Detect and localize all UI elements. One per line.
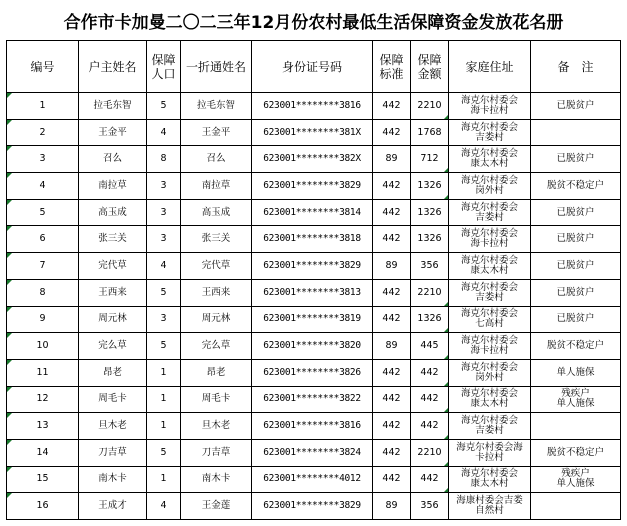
cell-remark [531, 119, 621, 146]
cell-holder: 王西来 [181, 279, 252, 306]
cell-holder: 周元林 [181, 306, 252, 333]
cell-marker-icon [7, 173, 12, 178]
cell-address: 海克尔村委会 康太木村 [449, 466, 531, 493]
cell-id: 623001********3816 [252, 413, 373, 440]
cell-id: 623001********3814 [252, 199, 373, 226]
cell-head: 召么 [79, 146, 147, 173]
cell-marker-icon [7, 146, 12, 151]
cell-head: 完么草 [79, 333, 147, 360]
cell-no: 1 [7, 93, 79, 120]
col-header-amount: 保障 金额 [411, 41, 449, 93]
cell-amount: 1326 [411, 199, 449, 226]
cell-marker-icon [7, 413, 12, 418]
cell-marker-icon [444, 302, 448, 306]
cell-marker-icon [444, 355, 448, 359]
cell-address: 海克尔村委会海 卡拉村 [449, 439, 531, 466]
cell-marker-icon [444, 435, 448, 439]
table-row [7, 493, 621, 520]
cell-id: 623001********3816 [252, 93, 373, 120]
cell-address: 海克尔村委会 康太木村 [449, 253, 531, 280]
cell-marker-icon [444, 462, 448, 466]
cell-marker-icon [7, 280, 12, 285]
cell-persons: 1 [147, 466, 181, 493]
cell-amount: 442 [411, 359, 449, 386]
cell-standard: 442 [373, 386, 411, 413]
cell-id: 623001********3819 [252, 306, 373, 333]
cell-address: 海克尔村委会 七高村 [449, 306, 531, 333]
table-row [7, 226, 621, 253]
table-row [7, 93, 621, 120]
cell-remark [531, 493, 621, 520]
cell-marker-icon [7, 493, 12, 498]
cell-address: 海克尔村委会 康太木村 [449, 146, 531, 173]
cell-id: 623001********3824 [252, 439, 373, 466]
cell-remark: 已脱贫户 [531, 253, 621, 280]
cell-marker-icon [444, 195, 448, 199]
cell-standard: 89 [373, 146, 411, 173]
table-row [7, 119, 621, 146]
cell-amount: 1326 [411, 173, 449, 200]
cell-holder: 张三关 [181, 226, 252, 253]
cell-remark: 残疾户 单人施保 [531, 466, 621, 493]
table-row [7, 333, 621, 360]
table-row [7, 146, 621, 173]
cell-remark: 已脱贫户 [531, 93, 621, 120]
cell-id: 623001********3813 [252, 279, 373, 306]
cell-head: 南拉草 [79, 173, 147, 200]
cell-holder: 王金莲 [181, 493, 252, 520]
cell-amount: 442 [411, 386, 449, 413]
cell-persons: 4 [147, 493, 181, 520]
cell-persons: 5 [147, 333, 181, 360]
cell-marker-icon [7, 226, 12, 231]
cell-marker-icon [444, 408, 448, 412]
table-row [7, 386, 621, 413]
cell-holder: 拉毛东智 [181, 93, 252, 120]
cell-persons: 1 [147, 386, 181, 413]
cell-holder: 刀吉草 [181, 439, 252, 466]
cell-remark: 已脱贫户 [531, 279, 621, 306]
table-row [7, 253, 621, 280]
cell-marker-icon [444, 115, 448, 119]
cell-head: 昂老 [79, 359, 147, 386]
cell-amount: 442 [411, 413, 449, 440]
cell-head: 周毛卡 [79, 386, 147, 413]
cell-no: 11 [7, 359, 79, 386]
cell-no: 6 [7, 226, 79, 253]
cell-standard: 89 [373, 253, 411, 280]
cell-no: 14 [7, 439, 79, 466]
cell-address: 海康村委会吉娄 自然村 [449, 493, 531, 520]
cell-marker-icon [7, 387, 12, 392]
cell-amount: 1326 [411, 226, 449, 253]
cell-holder: 南拉草 [181, 173, 252, 200]
col-header-holder: 一折通姓名 [181, 41, 252, 93]
cell-holder: 完代草 [181, 253, 252, 280]
cell-head: 刀吉草 [79, 439, 147, 466]
table-row [7, 173, 621, 200]
cell-head: 王金平 [79, 119, 147, 146]
cell-amount: 2210 [411, 439, 449, 466]
cell-standard: 442 [373, 173, 411, 200]
cell-amount: 2210 [411, 279, 449, 306]
cell-persons: 5 [147, 279, 181, 306]
cell-id: 623001********3820 [252, 333, 373, 360]
cell-no: 16 [7, 493, 79, 520]
cell-marker-icon [444, 328, 448, 332]
cell-no: 9 [7, 306, 79, 333]
cell-id: 623001********3818 [252, 226, 373, 253]
cell-marker-icon [7, 440, 12, 445]
cell-head: 南木卡 [79, 466, 147, 493]
cell-standard: 442 [373, 119, 411, 146]
cell-holder: 周毛卡 [181, 386, 252, 413]
cell-no: 2 [7, 119, 79, 146]
table-row [7, 413, 621, 440]
cell-marker-icon [7, 93, 12, 98]
cell-no: 10 [7, 333, 79, 360]
cell-standard: 442 [373, 93, 411, 120]
cell-marker-icon [7, 467, 12, 472]
cell-standard: 442 [373, 439, 411, 466]
cell-amount: 356 [411, 493, 449, 520]
col-header-head: 户主姓名 [79, 41, 147, 93]
cell-no: 13 [7, 413, 79, 440]
cell-amount: 2210 [411, 93, 449, 120]
cell-address: 海克尔村委会 康太木村 [449, 386, 531, 413]
cell-address: 海克尔村委会 吉娄村 [449, 199, 531, 226]
cell-marker-icon [7, 253, 12, 258]
cell-head: 旦木老 [79, 413, 147, 440]
cell-id: 623001********3829 [252, 173, 373, 200]
col-header-standard: 保障 标准 [373, 41, 411, 93]
cell-marker-icon [7, 360, 12, 365]
cell-standard: 89 [373, 493, 411, 520]
cell-persons: 4 [147, 253, 181, 280]
cell-holder: 旦木老 [181, 413, 252, 440]
cell-amount: 712 [411, 146, 449, 173]
cell-amount: 1768 [411, 119, 449, 146]
cell-remark: 脱贫不稳定户 [531, 173, 621, 200]
cell-marker-icon [444, 488, 448, 492]
page-title: 合作市卡加曼二〇二三年12月份农村最低生活保障资金发放花名册 [63, 12, 564, 33]
cell-remark [531, 413, 621, 440]
cell-persons: 1 [147, 413, 181, 440]
col-header-id: 身份证号码 [252, 41, 373, 93]
cell-head: 王西来 [79, 279, 147, 306]
cell-address: 海克尔村委会 海卡拉村 [449, 226, 531, 253]
cell-remark: 脱贫不稳定户 [531, 333, 621, 360]
table-row [7, 279, 621, 306]
cell-persons: 1 [147, 359, 181, 386]
cell-id: 623001********3829 [252, 493, 373, 520]
cell-marker-icon [444, 382, 448, 386]
col-header-no: 编号 [7, 41, 79, 93]
cell-holder: 王金平 [181, 119, 252, 146]
cell-persons: 5 [147, 439, 181, 466]
cell-amount: 356 [411, 253, 449, 280]
cell-persons: 4 [147, 119, 181, 146]
roster-table [6, 40, 621, 520]
cell-head: 王成才 [79, 493, 147, 520]
cell-address: 海克尔村委会 吉娄村 [449, 119, 531, 146]
cell-head: 拉毛东智 [79, 93, 147, 120]
cell-id: 623001********4012 [252, 466, 373, 493]
cell-persons: 3 [147, 199, 181, 226]
cell-remark: 已脱贫户 [531, 199, 621, 226]
cell-no: 12 [7, 386, 79, 413]
cell-address: 海克尔村委会 海卡拉村 [449, 333, 531, 360]
table-row [7, 306, 621, 333]
cell-holder: 召么 [181, 146, 252, 173]
cell-amount: 445 [411, 333, 449, 360]
cell-no: 15 [7, 466, 79, 493]
cell-holder: 昂老 [181, 359, 252, 386]
table-row [7, 439, 621, 466]
cell-no: 3 [7, 146, 79, 173]
cell-marker-icon [7, 120, 12, 125]
cell-persons: 5 [147, 93, 181, 120]
cell-remark: 已脱贫户 [531, 146, 621, 173]
cell-amount: 442 [411, 466, 449, 493]
cell-head: 周元林 [79, 306, 147, 333]
cell-address: 海克尔村委会 海卡拉村 [449, 93, 531, 120]
cell-id: 623001********3829 [252, 253, 373, 280]
cell-id: 623001********3822 [252, 386, 373, 413]
cell-persons: 8 [147, 146, 181, 173]
cell-head: 张三关 [79, 226, 147, 253]
cell-address: 海克尔村委会 岗外村 [449, 173, 531, 200]
cell-head: 高玉成 [79, 199, 147, 226]
cell-no: 7 [7, 253, 79, 280]
cell-no: 8 [7, 279, 79, 306]
table-row [7, 466, 621, 493]
cell-address: 海克尔村委会 岗外村 [449, 359, 531, 386]
cell-head: 完代草 [79, 253, 147, 280]
cell-remark: 残疾户 单人施保 [531, 386, 621, 413]
cell-standard: 442 [373, 279, 411, 306]
cell-remark: 已脱贫户 [531, 306, 621, 333]
cell-id: 623001********382X [252, 146, 373, 173]
cell-marker-icon [7, 333, 12, 338]
cell-holder: 完么草 [181, 333, 252, 360]
header-row [7, 41, 621, 93]
col-header-persons: 保障 人口 [147, 41, 181, 93]
cell-remark: 已脱贫户 [531, 226, 621, 253]
col-header-address: 家庭住址 [449, 41, 531, 93]
cell-marker-icon [7, 200, 12, 205]
cell-standard: 442 [373, 359, 411, 386]
cell-standard: 442 [373, 306, 411, 333]
table-row [7, 359, 621, 386]
cell-amount: 1326 [411, 306, 449, 333]
cell-marker-icon [444, 168, 448, 172]
cell-persons: 3 [147, 226, 181, 253]
cell-marker-icon [7, 307, 12, 312]
cell-address: 海克尔村委会 吉娄村 [449, 413, 531, 440]
cell-standard: 442 [373, 413, 411, 440]
table-row [7, 199, 621, 226]
cell-holder: 南木卡 [181, 466, 252, 493]
cell-standard: 442 [373, 226, 411, 253]
cell-id: 623001********381X [252, 119, 373, 146]
cell-address: 海克尔村委会 吉娄村 [449, 279, 531, 306]
cell-no: 5 [7, 199, 79, 226]
cell-no: 4 [7, 173, 79, 200]
cell-standard: 442 [373, 199, 411, 226]
cell-id: 623001********3826 [252, 359, 373, 386]
cell-standard: 442 [373, 466, 411, 493]
cell-holder: 高玉成 [181, 199, 252, 226]
cell-standard: 89 [373, 333, 411, 360]
cell-remark: 单人施保 [531, 359, 621, 386]
cell-remark: 脱贫不稳定户 [531, 439, 621, 466]
cell-persons: 3 [147, 173, 181, 200]
cell-persons: 3 [147, 306, 181, 333]
col-header-remark: 备 注 [531, 41, 621, 93]
